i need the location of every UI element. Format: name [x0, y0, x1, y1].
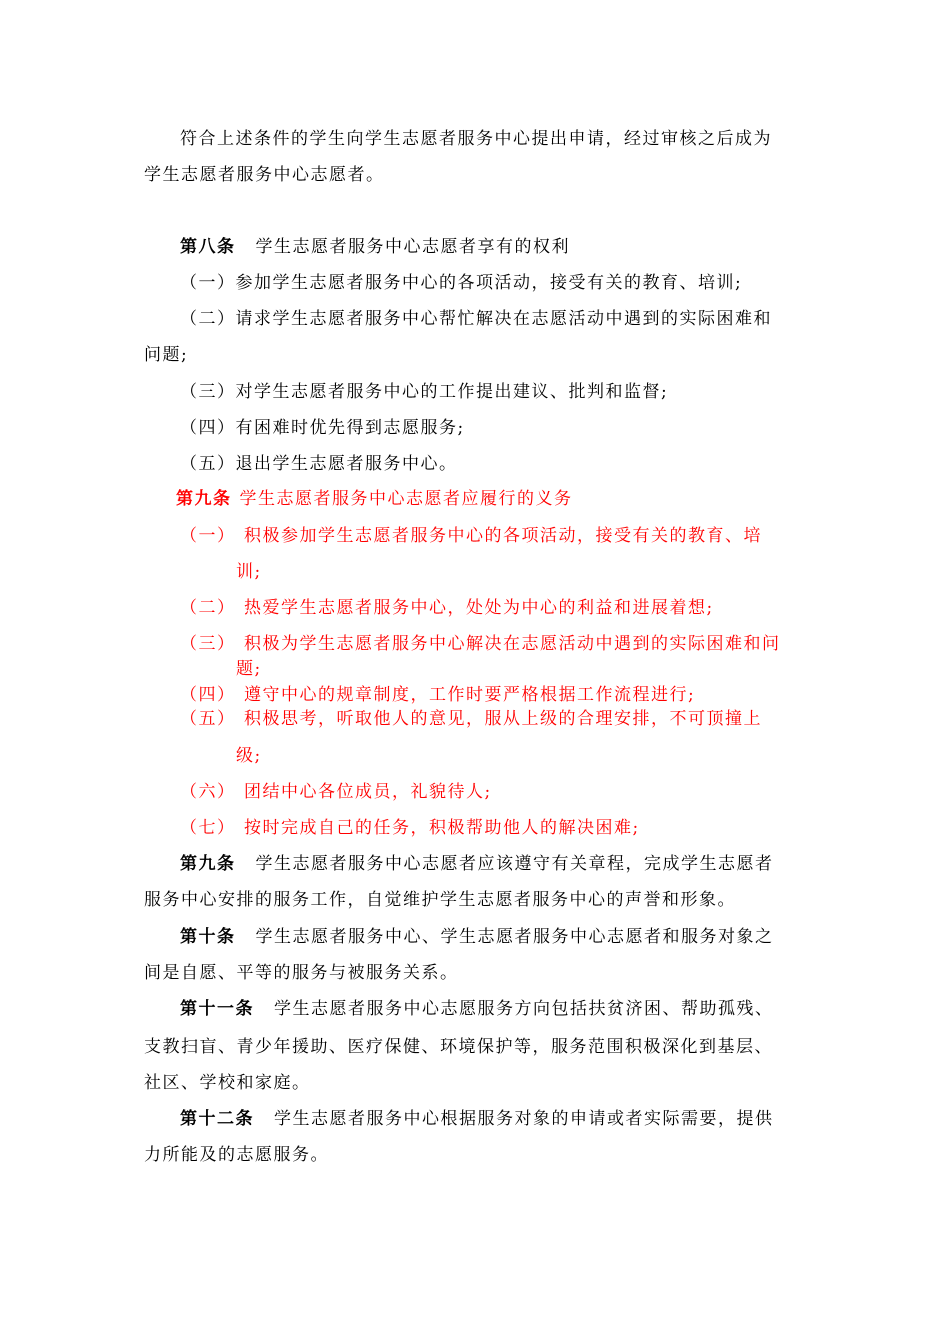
duty-item-3-line-1 [180, 633, 781, 655]
duty-item-3-text: 积极为学生志愿者服务中心解决在志愿活动中遇到的实际困难和问 [244, 634, 781, 654]
duty-item-5-line-1 [180, 708, 762, 730]
article-9-duties-heading [176, 488, 573, 510]
duty-item-1-line-1 [180, 525, 762, 547]
duty-item-1-line-2: 训; [236, 562, 262, 582]
article-10-number: 第十条 [180, 927, 236, 947]
duty-item-2-label: （二） [180, 598, 236, 618]
duty-item-4 [180, 684, 695, 706]
article-8-heading [180, 236, 570, 258]
article-11-line-1 [180, 998, 774, 1020]
article-11-text: 学生志愿者服务中心志愿服务方向包括扶贫济困、帮助孤残、 [274, 999, 774, 1019]
duty-item-5-text: 积极思考，听取他人的意见，服从上级的合理安排，不可顶撞上 [244, 709, 762, 729]
duty-item-4-text: 遵守中心的规章制度，工作时要严格根据工作流程进行; [244, 685, 696, 705]
duty-item-2 [180, 597, 714, 619]
article-9-compliance-text: 学生志愿者服务中心志愿者应该遵守有关章程，完成学生志愿者 [255, 854, 774, 874]
right-item-2-line-1: （二）请求学生志愿者服务中心帮忙解决在志愿活动中遇到的实际困难和 [180, 309, 772, 329]
right-item-1: （一）参加学生志愿者服务中心的各项活动，接受有关的教育、培训; [180, 273, 743, 293]
article-12-line-1 [180, 1108, 774, 1130]
duty-item-7-text: 按时完成自己的任务，积极帮助他人的解决困难; [244, 818, 640, 838]
article-9-compliance-number: 第九条 [180, 854, 236, 874]
article-12-number: 第十二条 [180, 1109, 254, 1129]
duty-item-7-label: （七） [180, 818, 236, 838]
duty-item-6-text: 团结中心各位成员，礼貌待人; [244, 782, 492, 802]
article-9-compliance-line-2: 服务中心安排的服务工作，自觉维护学生志愿者服务中心的声誉和形象。 [144, 890, 736, 910]
duty-item-5-label: （五） [180, 709, 236, 729]
article-10-text: 学生志愿者服务中心、学生志愿者服务中心志愿者和服务对象之 [255, 927, 774, 947]
duty-item-2-text: 热爱学生志愿者服务中心，处处为中心的利益和进展着想; [244, 598, 714, 618]
article-11-line-2: 支教扫盲、青少年援助、医疗保健、环境保护等，服务范围积极深化到基层、 [144, 1037, 773, 1057]
article-12-text: 学生志愿者服务中心根据服务对象的申请或者实际需要，提供 [274, 1109, 774, 1129]
duty-item-3-label: （三） [180, 634, 236, 654]
article-11-number: 第十一条 [180, 999, 254, 1019]
right-item-2-line-2: 问题; [144, 345, 189, 365]
article-9-compliance-line-1 [180, 853, 774, 875]
right-item-3: （三）对学生志愿者服务中心的工作提出建议、批判和监督; [180, 382, 669, 402]
intro-line-1: 符合上述条件的学生向学生志愿者服务中心提出申请，经过审核之后成为 [180, 129, 772, 149]
duty-item-3-line-2: 题; [236, 659, 262, 679]
duty-item-6 [180, 781, 492, 803]
duty-item-1-text: 积极参加学生志愿者服务中心的各项活动，接受有关的教育、培 [244, 526, 762, 546]
right-item-5: （五）退出学生志愿者服务中心。 [180, 454, 458, 474]
intro-line-2: 学生志愿者服务中心志愿者。 [144, 165, 385, 185]
duty-item-7 [180, 817, 640, 839]
article-8-number: 第八条 [180, 237, 236, 257]
article-8-title: 学生志愿者服务中心志愿者享有的权利 [255, 237, 570, 257]
article-10-line-2: 间是自愿、平等的服务与被服务关系。 [144, 963, 459, 983]
right-item-4: （四）有困难时优先得到志愿服务; [180, 418, 465, 438]
article-10-line-1 [180, 926, 774, 948]
article-12-line-2: 力所能及的志愿服务。 [144, 1145, 329, 1165]
duty-item-4-label: （四） [180, 685, 236, 705]
duty-item-5-line-2: 级; [236, 746, 262, 766]
article-9-duties-number: 第九条 [176, 489, 232, 509]
duty-item-1-label: （一） [180, 526, 236, 546]
article-11-line-3: 社区、学校和家庭。 [144, 1073, 311, 1093]
duty-item-6-label: （六） [180, 782, 236, 802]
article-9-duties-title: 学生志愿者服务中心志愿者应履行的义务 [239, 489, 573, 509]
